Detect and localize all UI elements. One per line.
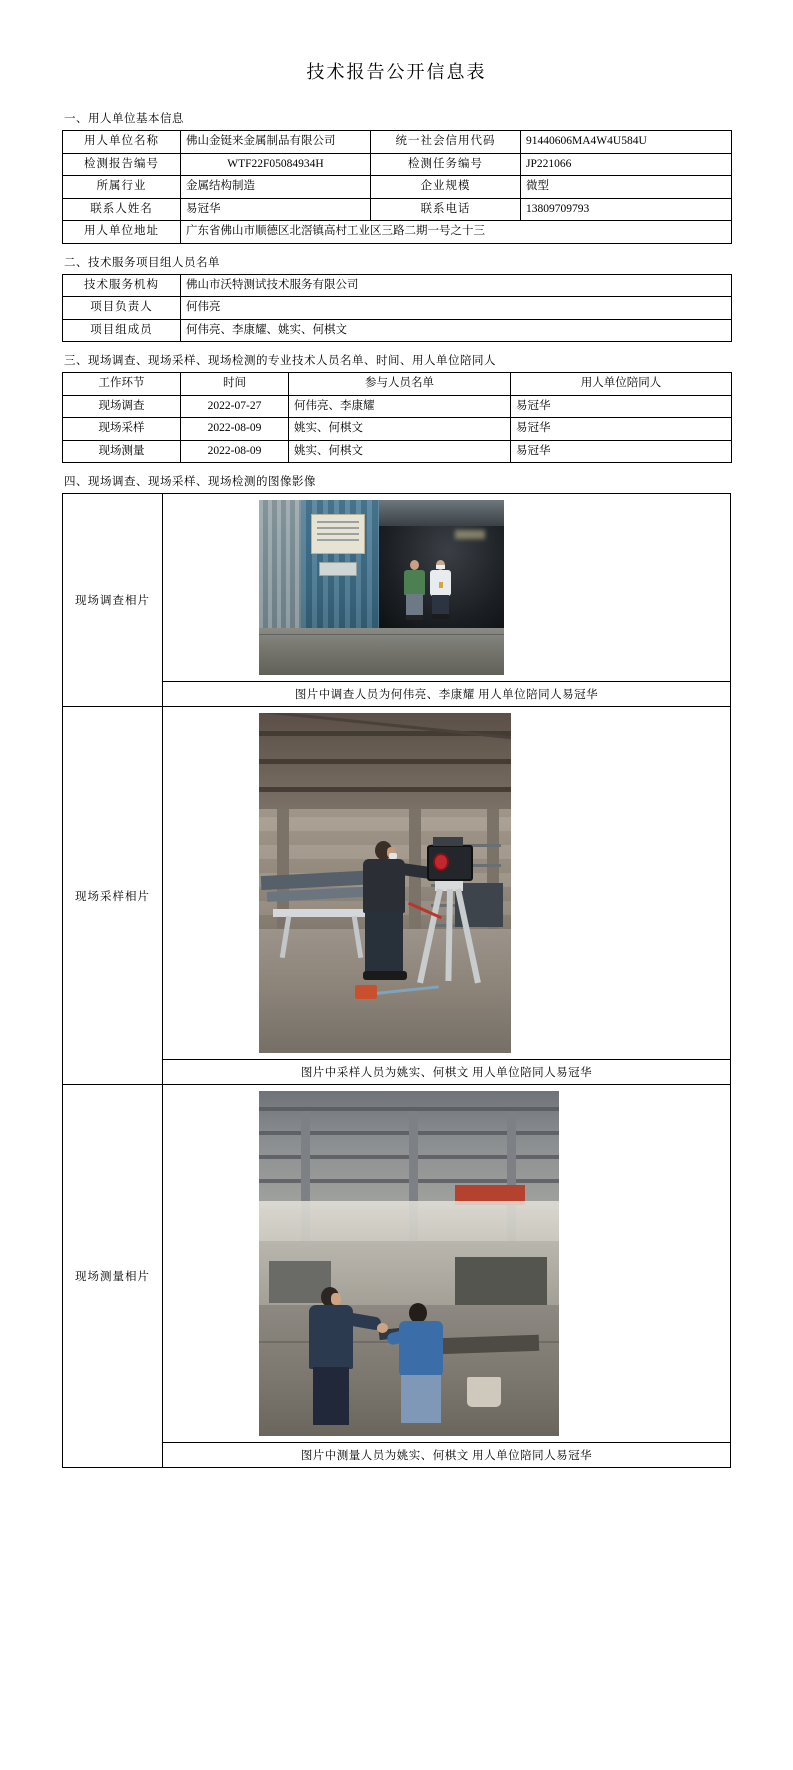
page-title: 技术报告公开信息表 [306,62,487,82]
col-header-stage: 工作环节 [63,373,181,396]
people-value: 何伟亮、李康耀 [289,395,511,418]
sampling-photo-image [259,713,511,1053]
contact-phone-value: 13809709793 [521,198,732,221]
table-row [63,176,732,199]
photo-cell-survey [163,494,731,707]
photo-caption-measurement: 图片中测量人员为姚实、何棋文 用人单位陪同人易冠华 [163,1442,730,1467]
photo-row-survey [63,494,731,707]
industry-value: 金属结构制造 [181,176,371,199]
col-header-date: 时间 [181,373,289,396]
table-row [63,153,732,176]
stage-value: 现场调查 [63,395,181,418]
enterprise-scale-label: 企业规模 [371,176,521,199]
contact-name-label: 联系人姓名 [63,198,181,221]
project-team-table [62,274,732,343]
date-value: 2022-08-09 [181,440,289,463]
address-label: 用人单位地址 [63,221,181,244]
date-value: 2022-08-09 [181,418,289,441]
table-row [63,319,732,342]
employer-name-label: 用人单位名称 [63,131,181,154]
enterprise-scale-value: 微型 [521,176,732,199]
address-value: 广东省佛山市顺德区北滘镇高村工业区三路二期一号之十三 [181,221,732,244]
project-leader-label: 项目负责人 [63,297,181,320]
industry-label: 所属行业 [63,176,181,199]
task-no-label: 检测任务编号 [371,153,521,176]
photo-caption-survey: 图片中调查人员为何伟亮、李康耀 用人单位陪同人易冠华 [163,681,730,706]
table-row [63,395,732,418]
credit-code-label: 统一社会信用代码 [371,131,521,154]
photo-cell-measurement [163,1085,731,1468]
project-members-label: 项目组成员 [63,319,181,342]
stage-value: 现场采样 [63,418,181,441]
contact-phone-label: 联系电话 [371,198,521,221]
document-page [0,58,793,1468]
service-org-value: 佛山市沃特测试技术服务有限公司 [181,274,732,297]
service-org-label: 技术服务机构 [63,274,181,297]
table-header-row [63,373,732,396]
photo-row-sampling [63,707,731,1085]
people-value: 姚实、何棋文 [289,418,511,441]
employer-info-table [62,130,732,244]
col-header-people: 参与人员名单 [289,373,511,396]
table-row [63,440,732,463]
table-row [63,198,732,221]
photo-cell-sampling [163,707,731,1085]
table-row [63,131,732,154]
report-no-label: 检测报告编号 [63,153,181,176]
col-header-escort: 用人单位陪同人 [511,373,732,396]
project-members-value: 何伟亮、李康耀、姚实、何棋文 [181,319,732,342]
table-row [63,418,732,441]
stage-value: 现场测量 [63,440,181,463]
section-4-heading: 四、现场调查、现场采样、现场检测的图像影像 [64,476,316,489]
credit-code-value: 91440606MA4W4U584U [521,131,732,154]
report-no-value: WTF22F05084934H [181,153,371,176]
escort-value: 易冠华 [511,418,732,441]
survey-photo-image [259,500,504,675]
escort-value: 易冠华 [511,440,732,463]
employer-name-value: 佛山金铤来金属制品有限公司 [181,131,371,154]
onsite-schedule-table [62,372,732,463]
escort-value: 易冠华 [511,395,732,418]
section-2-heading: 二、技术服务项目组人员名单 [64,256,220,269]
table-row [63,221,732,244]
photo-label-sampling: 现场采样相片 [63,707,163,1085]
photo-label-measurement: 现场测量相片 [63,1085,163,1468]
contact-name-value: 易冠华 [181,198,371,221]
project-leader-value: 何伟亮 [181,297,732,320]
table-row [63,297,732,320]
task-no-value: JP221066 [521,153,732,176]
photo-label-survey: 现场调查相片 [63,494,163,707]
onsite-photos-table [62,493,731,1468]
people-value: 姚实、何棋文 [289,440,511,463]
table-row [63,274,732,297]
section-1-heading: 一、用人单位基本信息 [64,113,184,125]
measurement-photo-image [259,1091,559,1436]
date-value: 2022-07-27 [181,395,289,418]
photo-caption-sampling: 图片中采样人员为姚实、何棋文 用人单位陪同人易冠华 [163,1059,730,1084]
section-3-heading: 三、现场调查、现场采样、现场检测的专业技术人员名单、时间、用人单位陪同人 [64,355,496,368]
photo-row-measurement [63,1085,731,1468]
